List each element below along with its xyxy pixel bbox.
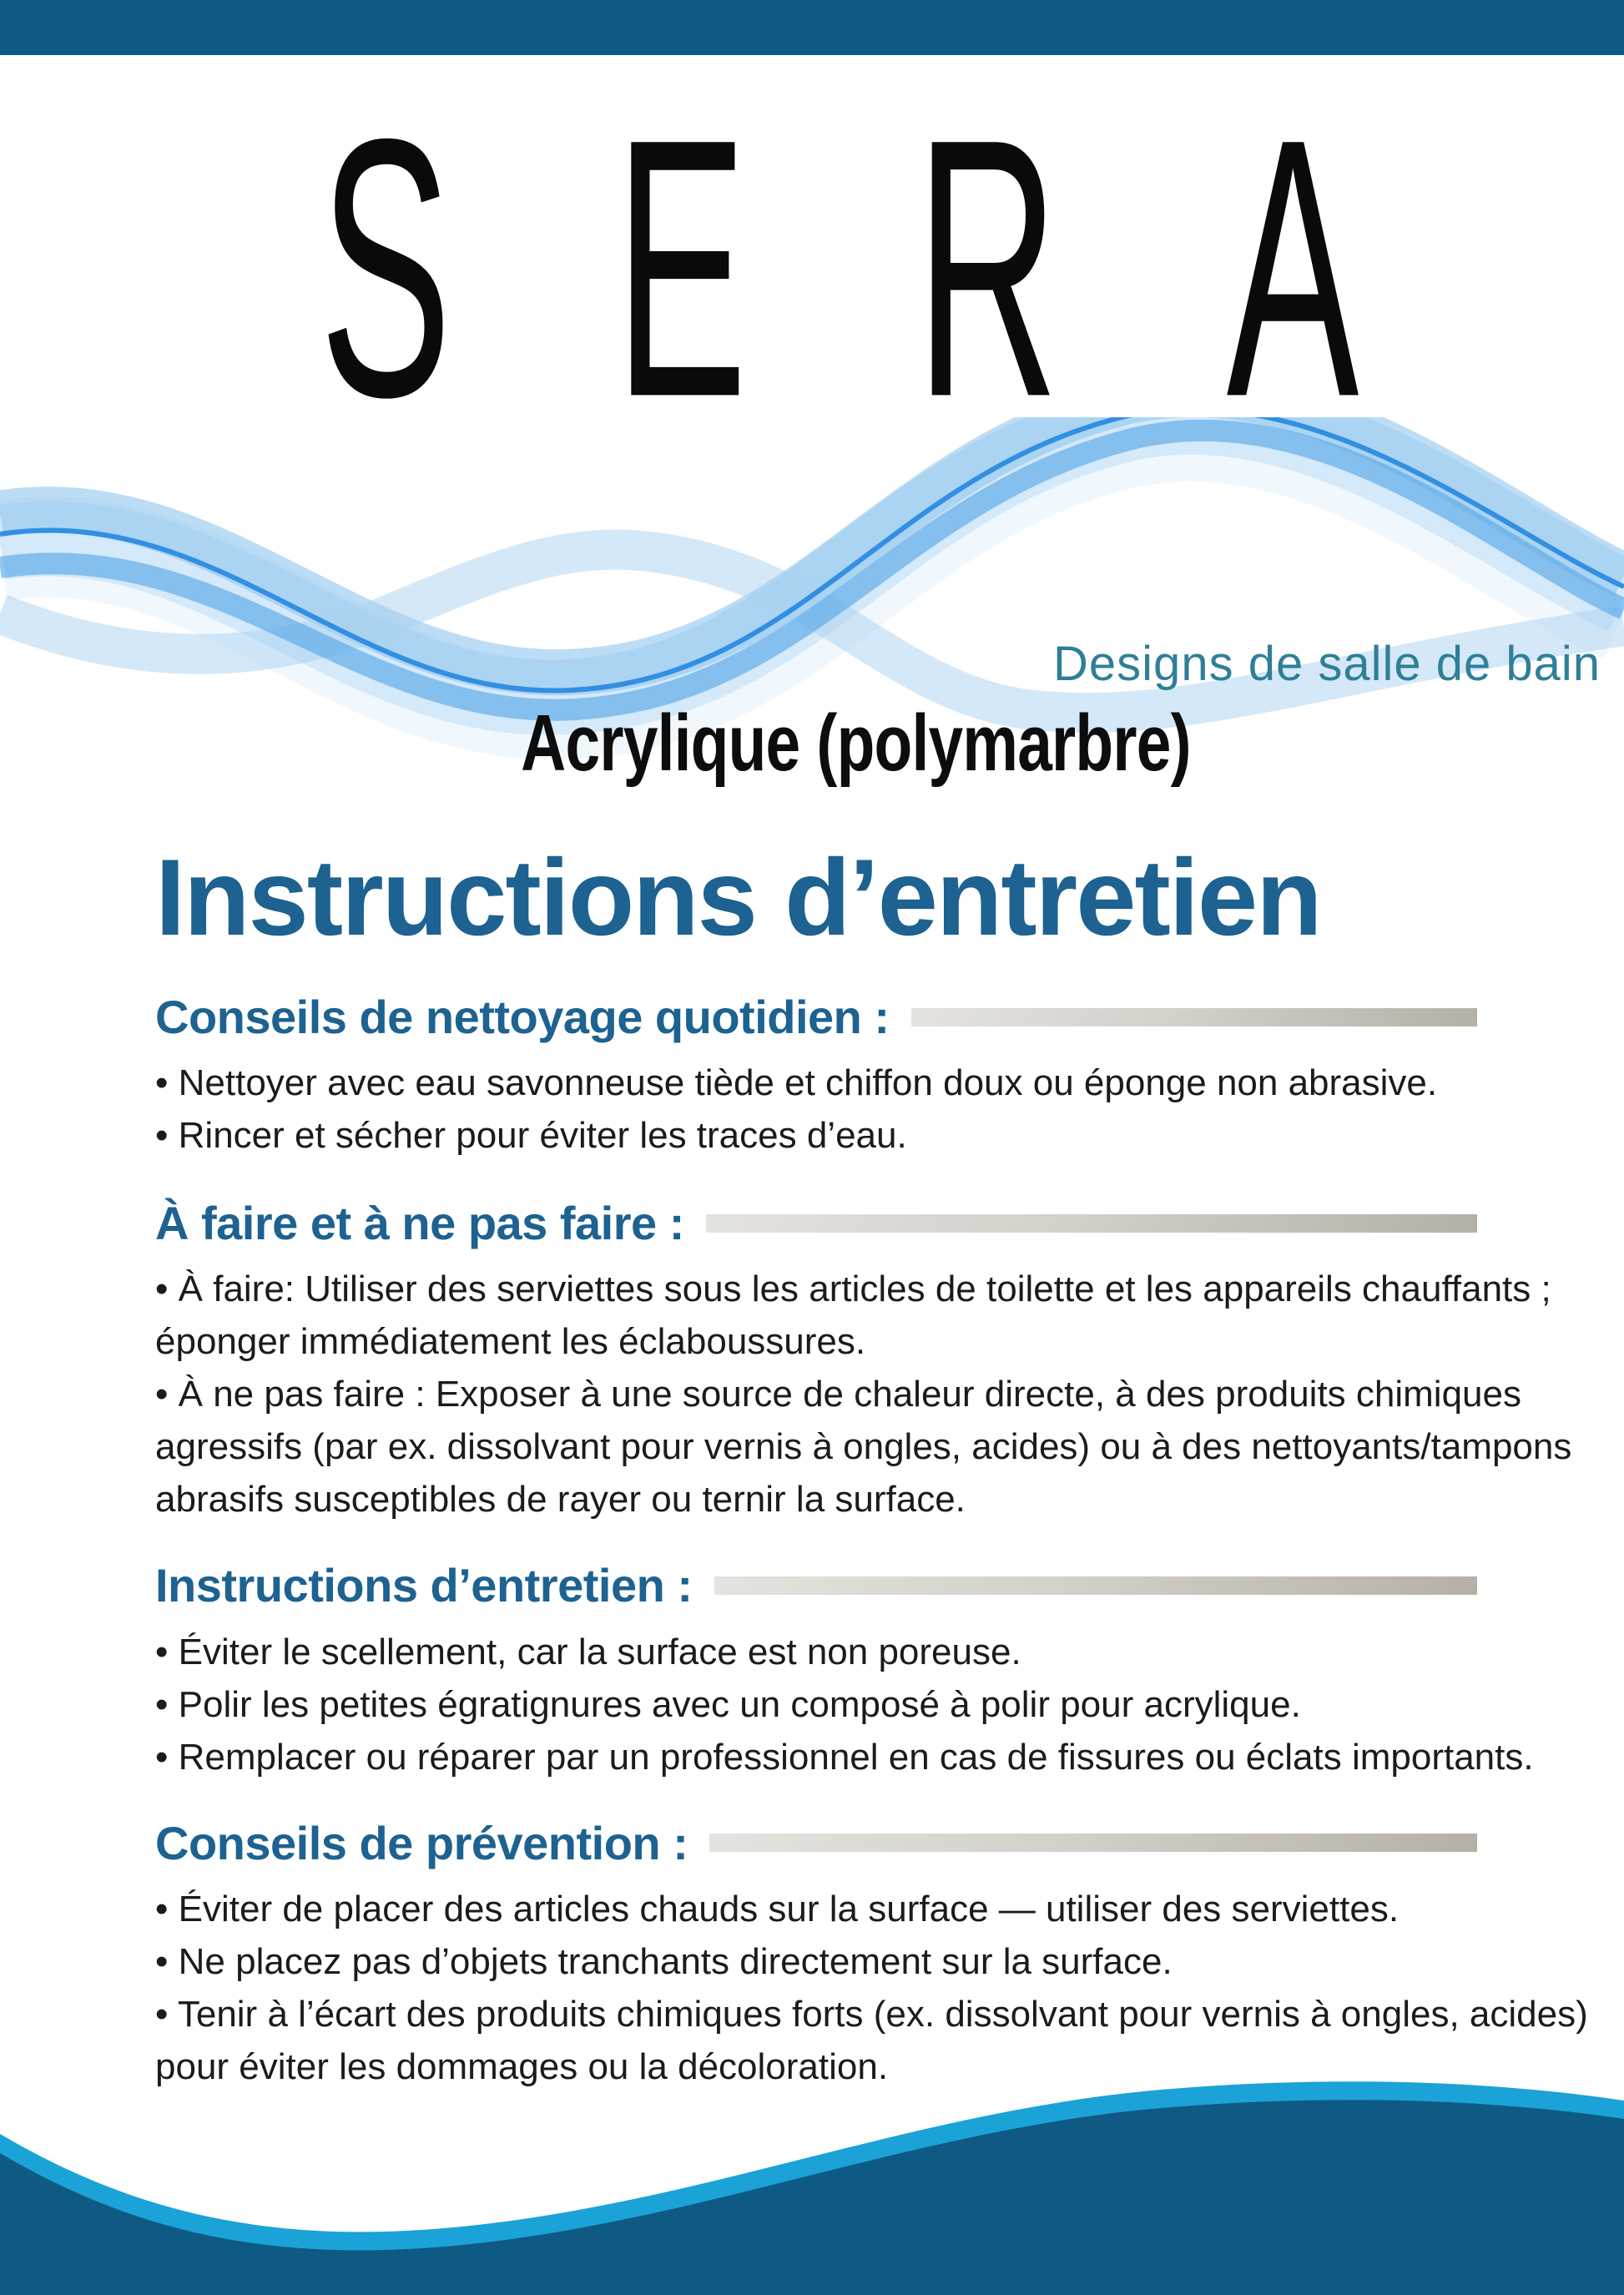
section-heading: Conseils de prévention : xyxy=(155,1816,688,1869)
section-heading: À faire et à ne pas faire : xyxy=(155,1197,684,1250)
list-item: • Ne placez pas d’objets tranchants directement sur la surface. xyxy=(155,1935,1599,1988)
heading-bar xyxy=(714,1576,1478,1595)
section-dos-donts xyxy=(155,1195,1599,1526)
brand-logo xyxy=(265,62,1413,474)
section-heading-row xyxy=(155,1557,1477,1613)
bullet-list xyxy=(155,1626,1599,1783)
top-color-bar xyxy=(0,0,1624,55)
section-heading-row xyxy=(155,1195,1477,1251)
section-heading: Conseils de nettoyage quotidien : xyxy=(155,991,890,1043)
list-item: • Polir les petites égratignures avec un composé à polir pour acrylique. xyxy=(155,1678,1599,1731)
section-heading-row xyxy=(155,989,1477,1045)
brand-letter: R xyxy=(915,62,1059,474)
bullet-list xyxy=(155,1263,1599,1526)
list-item: • À faire: Utiliser des serviettes sous les articles de toilette et les appareils chauffants ; éponger immédiatement les éclaboussures. xyxy=(155,1263,1599,1368)
list-item: • Éviter le scellement, car la surface est non poreuse. xyxy=(155,1626,1599,1678)
section-care-instructions xyxy=(155,1557,1599,1783)
list-item: • Tenir à l’écart des produits chimiques forts (ex. dissolvant pour vernis à ongles, acides) pour éviter les dommages ou la décoloration. xyxy=(155,1988,1599,2093)
header xyxy=(0,0,1624,826)
brand-letter: S xyxy=(319,62,452,474)
bullet-list xyxy=(155,1883,1599,2093)
material-subtitle: Acrylique (polymarbre) xyxy=(520,699,1191,788)
list-item: • Remplacer ou réparer par un professionnel en cas de fissures ou éclats importants. xyxy=(155,1731,1599,1783)
section-heading-row xyxy=(155,1815,1477,1871)
list-item: • Éviter de placer des articles chauds sur la surface — utiliser des serviettes. xyxy=(155,1883,1599,1935)
footer-wave xyxy=(0,2074,1624,2295)
section-daily-cleaning xyxy=(155,989,1599,1162)
page-title: Instructions d’entretien xyxy=(155,836,1321,958)
list-item: • À ne pas faire : Exposer à une source de chaleur directe, à des produits chimiques agressifs (par ex. dissolvant pour vernis à ongles, acides) ou à des nettoyants/tampons abrasifs susceptibles de rayer ou ternir la surface. xyxy=(155,1368,1599,1526)
list-item: • Rincer et sécher pour éviter les traces d’eau. xyxy=(155,1109,1599,1162)
main-content xyxy=(0,826,1624,2093)
brand-letter: A xyxy=(1226,62,1359,474)
brand-letter: E xyxy=(615,62,748,474)
section-prevention-tips xyxy=(155,1815,1599,2093)
bullet-list xyxy=(155,1057,1599,1162)
heading-bar xyxy=(706,1214,1477,1233)
heading-bar xyxy=(709,1833,1477,1852)
subtitle-wrap xyxy=(43,698,1624,789)
list-item: • Nettoyer avec eau savonneuse tiède et chiffon doux ou éponge non abrasive. xyxy=(155,1057,1599,1109)
brand-tagline: Designs de salle de bain xyxy=(1053,637,1601,691)
section-heading: Instructions d’entretien : xyxy=(155,1559,693,1612)
heading-bar xyxy=(911,1008,1477,1026)
